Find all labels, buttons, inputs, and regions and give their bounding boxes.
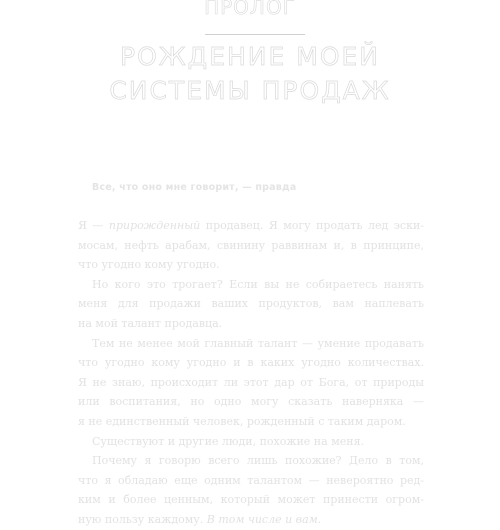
text-line: Но кого это трогает? Если вы не собираетесь нанять [92, 277, 424, 291]
text-line: Тем не менее мой главный талант — умение продавать [92, 336, 424, 350]
title-divider [205, 34, 305, 35]
text-line: я не единственный человек, рожденный с таким даром. [78, 414, 406, 428]
text-line: ким и более ценным, который может принести огром- [78, 493, 424, 507]
chapter-title-line-1: РОЖДЕНИЕ МОЕЙ [120, 42, 380, 71]
text-line: что угодно кому угодно. [78, 258, 220, 272]
text-line: меня для продажи ваших продуктов, вам наплевать [78, 297, 424, 311]
text-line: что я обладаю еще одним талантом — невероятно ред- [78, 473, 424, 487]
text-line: что угодно кому угодно и в каких угодно количествах. [78, 356, 424, 370]
text-line: Я не знаю, происходит ли этот дар от Бога, от природы [78, 375, 424, 389]
text-line: мосам, нефть арабам, свинину раввинам и, в принципе, [78, 238, 424, 252]
text-line: Существуют и другие люди, похожие на меня. [92, 434, 365, 448]
body-text [78, 216, 424, 530]
text-line: на мой талант продавца. [78, 316, 223, 330]
epigraph: Все, что оно мне говорит, — правда [92, 182, 297, 193]
chapter-title-line-2: СИСТЕМЫ ПРОДАЖ [109, 76, 391, 105]
text-line: Почему я говорю всего лишь похожие? Дело в том, [92, 454, 424, 468]
text-line: или воспитания, но одно могу сказать наверняка — [78, 395, 424, 409]
chapter-label: ПРОЛОГ [204, 0, 296, 19]
text-line: Я — прирожденный продавец. Я могу продать лед эски- [78, 219, 424, 232]
chapter-title [0, 40, 500, 108]
text-line: ную пользу каждому. В том числе и вам. [78, 512, 322, 526]
